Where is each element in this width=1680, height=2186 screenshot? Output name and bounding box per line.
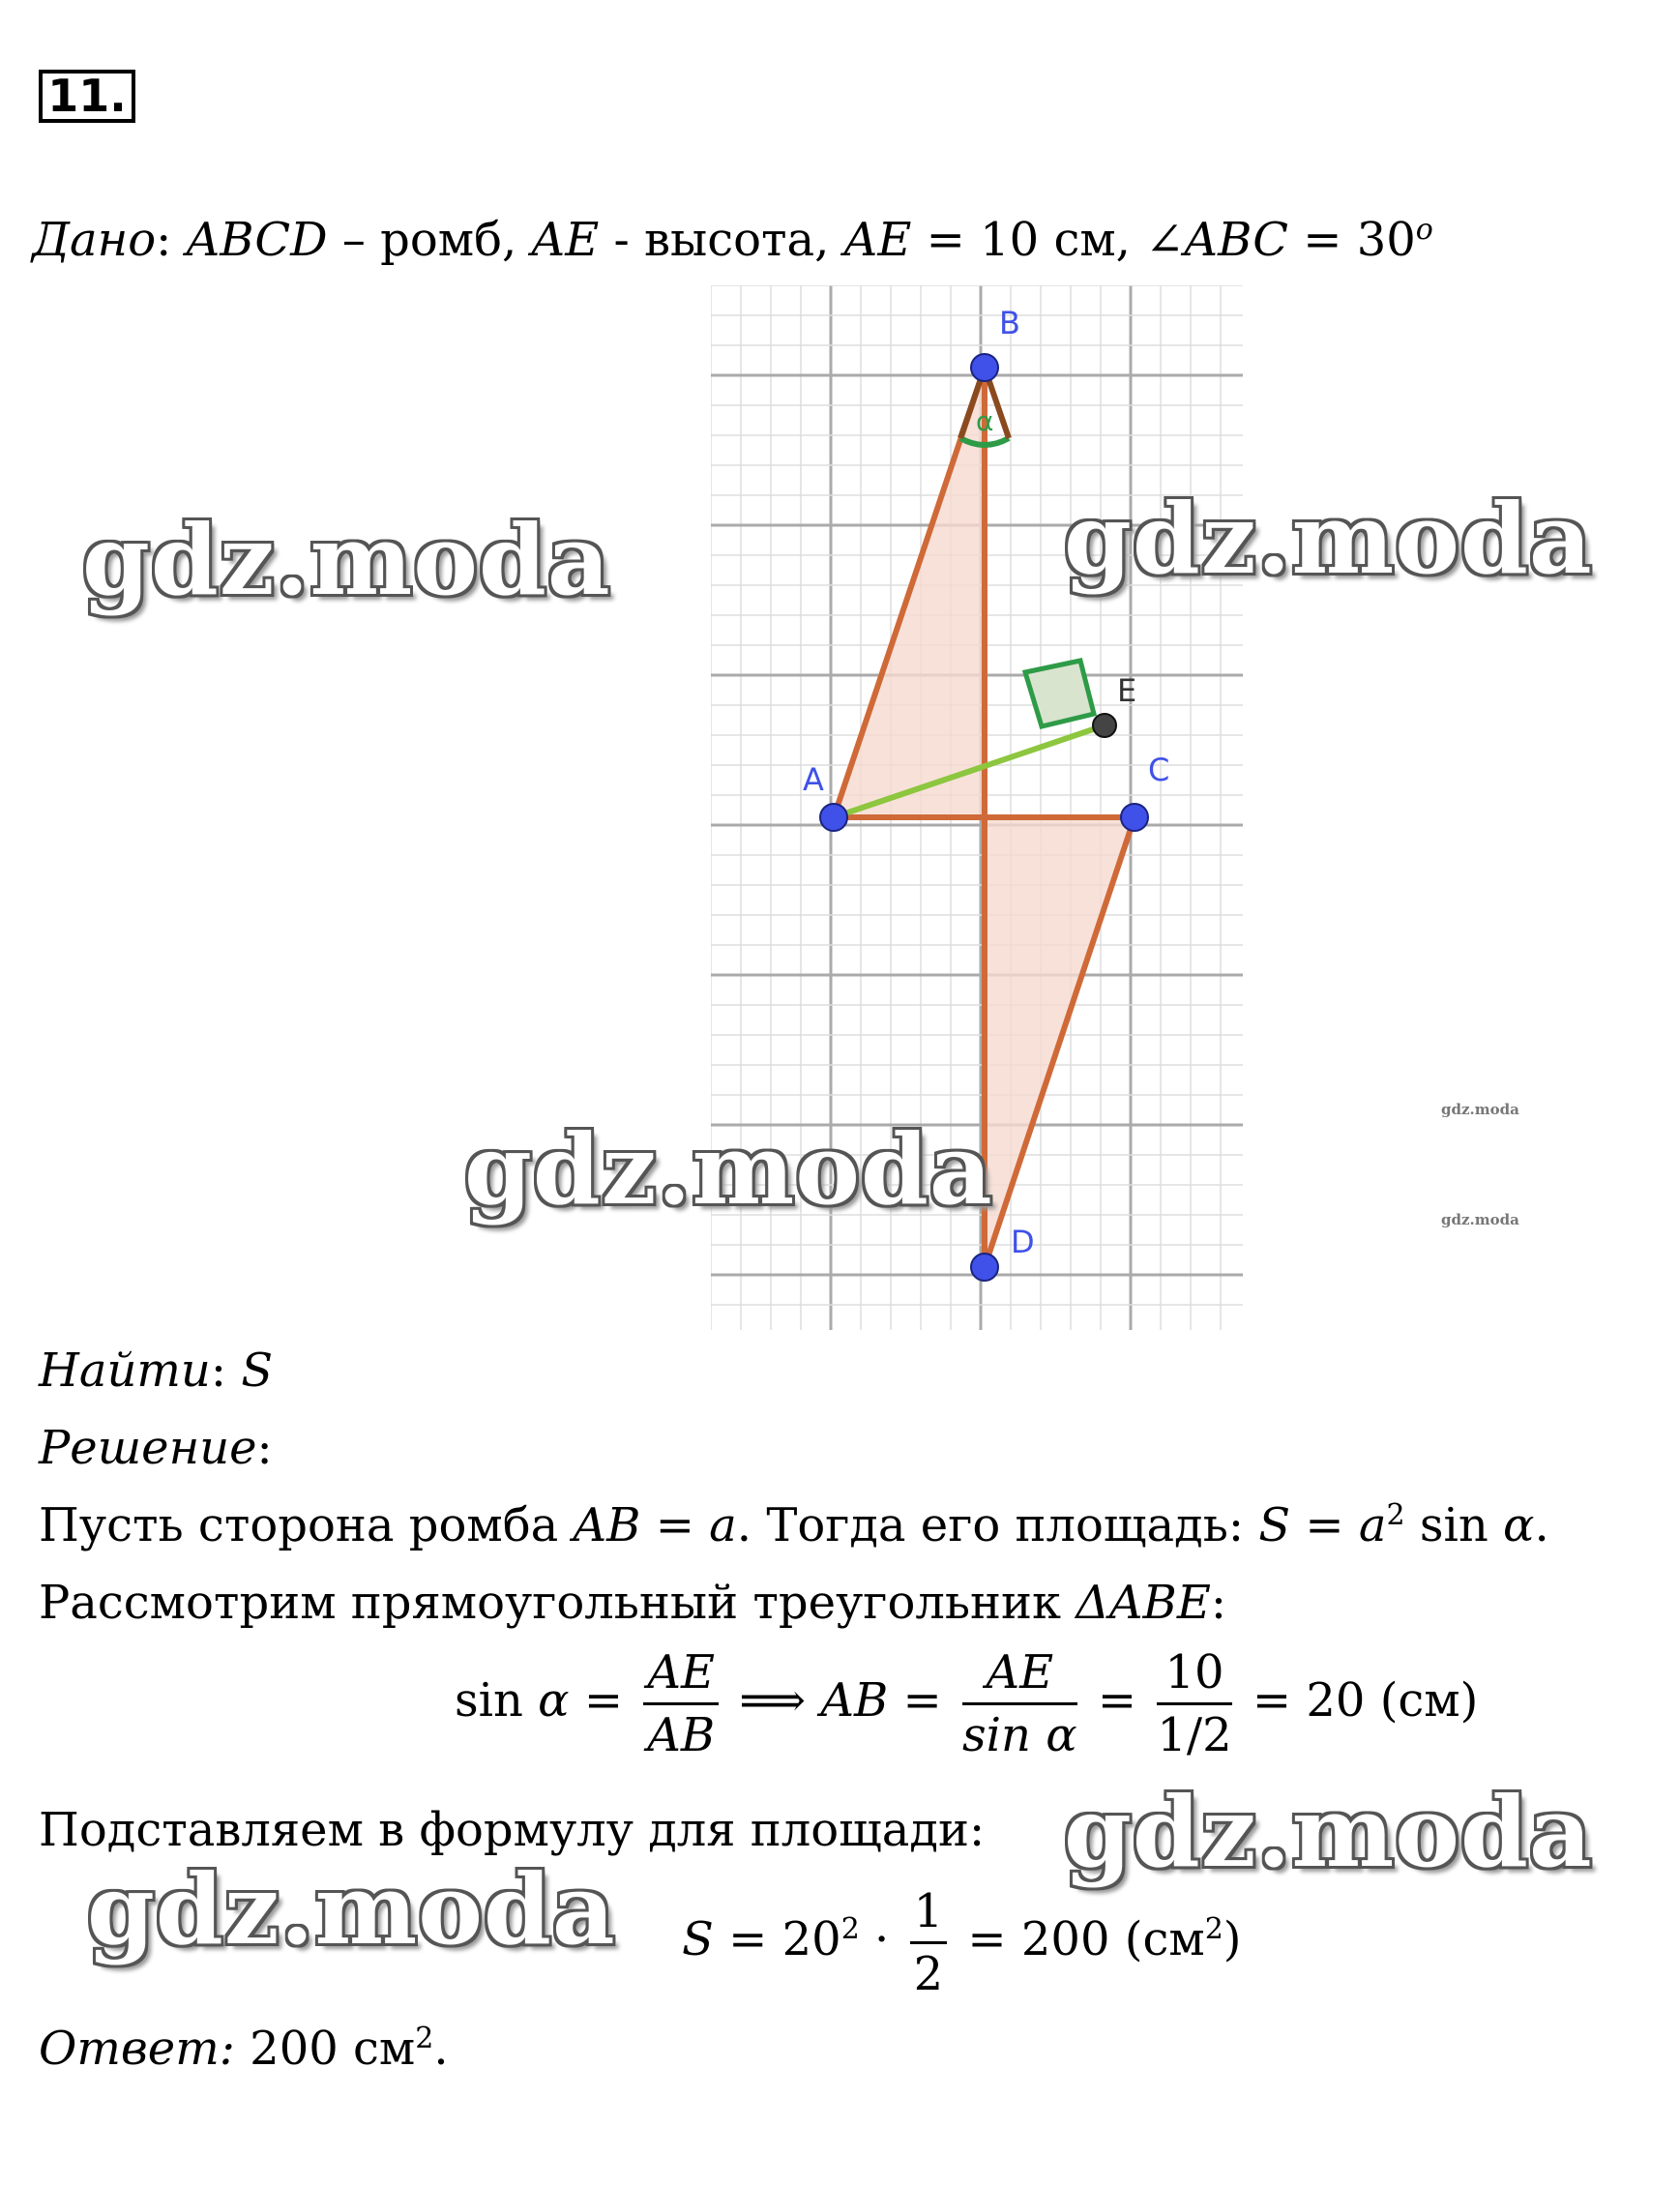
f1-sin: sin xyxy=(455,1673,539,1728)
fraction-ae-ab xyxy=(643,1642,719,1765)
l1-eq2: = xyxy=(1290,1498,1359,1552)
answer-line xyxy=(39,2020,449,2078)
given-line xyxy=(32,211,1433,269)
watermark: gdz.moda xyxy=(1064,482,1593,596)
f1-eq3: = xyxy=(1097,1673,1152,1728)
answer-sup: 2 xyxy=(415,2022,434,2055)
l1-a: a xyxy=(709,1498,737,1552)
point-c xyxy=(1121,804,1148,831)
solution-colon: : xyxy=(256,1421,273,1475)
solution-line-2 xyxy=(39,1574,1226,1632)
label-c: C xyxy=(1148,752,1170,788)
f1-implies: ⟹ xyxy=(739,1673,821,1728)
fraction-ae-sin xyxy=(962,1642,1077,1765)
solution-line xyxy=(39,1419,273,1477)
find-line xyxy=(39,1342,273,1400)
l1-alpha: α xyxy=(1503,1498,1535,1552)
l1-ab: AB xyxy=(573,1498,641,1552)
given-degree: o xyxy=(1415,213,1433,247)
l2-end: : xyxy=(1210,1576,1227,1630)
solution-label: Решение xyxy=(39,1421,257,1475)
frac-den: 2 xyxy=(913,1947,944,2001)
given-ae: AE xyxy=(531,213,600,267)
angle-alpha-label: α xyxy=(976,405,994,437)
f2-sup2: 2 xyxy=(1204,1912,1223,1946)
f2-sup1: 2 xyxy=(840,1912,860,1946)
given-value-text: = 10 см, ∠ xyxy=(911,213,1185,267)
f2-eq: = 20 xyxy=(713,1912,841,1966)
f2-close: ) xyxy=(1223,1912,1242,1966)
find-label: Найти xyxy=(39,1344,211,1398)
given-rhombus-text: – ромб, xyxy=(327,213,532,267)
small-watermark: gdz.moda xyxy=(1441,1101,1519,1118)
answer-value: 200 см xyxy=(234,2022,416,2076)
l1-sin: sin xyxy=(1404,1498,1504,1552)
l1-a2: a xyxy=(1358,1498,1387,1552)
f1-eq: = xyxy=(569,1673,638,1728)
watermark: gdz.moda xyxy=(1064,1775,1593,1889)
given-ae2: AE xyxy=(843,213,912,267)
point-e xyxy=(1093,714,1116,737)
given-angle-value: = 30 xyxy=(1287,213,1416,267)
f1-alpha: α xyxy=(538,1673,570,1728)
f1-eq2: = xyxy=(888,1673,958,1728)
l1-eq: = xyxy=(640,1498,710,1552)
given-abcd: ABCD xyxy=(186,213,328,267)
watermark: gdz.moda xyxy=(82,503,611,617)
f1-ab: AB xyxy=(820,1673,889,1728)
label-b: B xyxy=(999,305,1020,341)
label-e: E xyxy=(1117,672,1137,709)
l2-text: Рассмотрим прямоугольный треугольник xyxy=(39,1576,1076,1630)
find-value: S xyxy=(241,1344,274,1398)
frac-num: AE xyxy=(962,1642,1077,1705)
l1-end: . xyxy=(1534,1498,1549,1552)
watermark: gdz.moda xyxy=(464,1112,993,1226)
formula-1 xyxy=(455,1642,1478,1765)
frac-den: sin α xyxy=(962,1708,1077,1762)
given-abc: ABC xyxy=(1184,213,1288,267)
watermark: gdz.moda xyxy=(87,1852,616,1966)
point-d xyxy=(971,1254,998,1281)
f2-s: S xyxy=(682,1912,714,1966)
frac-den: 1/2 xyxy=(1157,1708,1232,1762)
given-height-text: - высота, xyxy=(599,213,844,267)
f1-result: = 20 (см) xyxy=(1252,1673,1479,1728)
frac-num: 10 xyxy=(1157,1642,1231,1705)
answer-label: Ответ: xyxy=(39,2022,235,2076)
given-colon: : xyxy=(156,213,172,267)
point-a xyxy=(820,804,847,831)
fraction-10-half xyxy=(1157,1642,1231,1765)
formula-2 xyxy=(682,1881,1242,2004)
answer-end: . xyxy=(433,2022,449,2076)
find-colon: : xyxy=(210,1344,226,1398)
label-d: D xyxy=(1011,1224,1035,1260)
f2-dot: · xyxy=(859,1912,904,1966)
f2-result: = 200 (см xyxy=(967,1912,1205,1966)
problem-number: 11. xyxy=(39,70,135,123)
l1-mid: . Тогда его площадь: xyxy=(736,1498,1259,1552)
l1-sup: 2 xyxy=(1386,1498,1405,1532)
solution-line-3: Подставляем в формулу для площади: xyxy=(39,1803,986,1857)
small-watermark: gdz.moda xyxy=(1441,1211,1519,1228)
fraction-one-half xyxy=(910,1881,948,2004)
label-a: A xyxy=(803,761,824,798)
frac-num: 1 xyxy=(910,1881,948,1944)
l1-s: S xyxy=(1258,1498,1291,1552)
frac-num: AE xyxy=(643,1642,719,1705)
point-b xyxy=(971,354,998,381)
l1-text: Пусть сторона ромба xyxy=(39,1498,574,1552)
frac-den: AB xyxy=(647,1708,716,1762)
solution-line-1 xyxy=(39,1496,1549,1554)
given-label: Дано xyxy=(32,213,157,267)
l2-triangle: ΔABE xyxy=(1076,1576,1211,1630)
right-angle-marker xyxy=(1025,661,1094,726)
